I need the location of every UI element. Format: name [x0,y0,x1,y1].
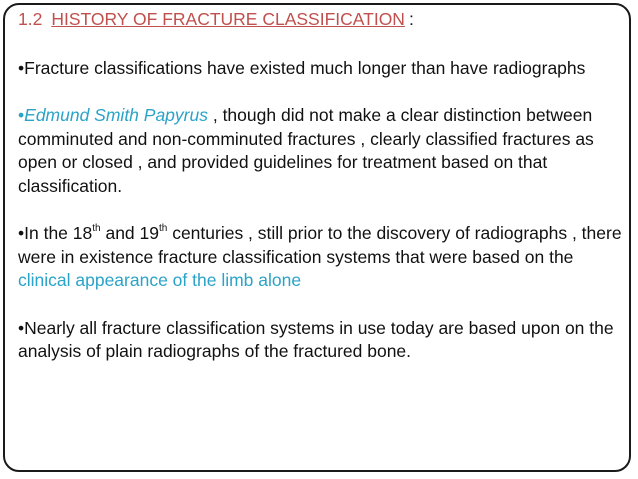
section-heading [18,8,624,32]
paragraph-2-bullet: • [18,105,25,125]
paragraph-1 [18,57,624,81]
paragraph-2 [18,104,624,198]
paragraph-4-text: •Nearly all fracture classification systems in use today are based upon on the analysis of plain radiographs of the fractured bone. [18,317,614,361]
superscript-th-2: th [158,223,168,234]
section-title: HISTORY OF FRACTURE CLASSIFICATION [51,9,405,29]
paragraph-3-part2: and 19 [100,223,159,243]
paragraph-1-text: •Fracture classifications have existed much longer than have radiographs [18,57,586,78]
heading-colon: : [408,9,414,29]
superscript-th-1: th [92,223,101,234]
section-number: 1.2 [18,9,43,29]
slide-content [18,8,624,364]
paragraph-3 [18,222,624,293]
paragraph-3-part1: •In the 18 [18,223,93,243]
paragraph-2-text: , though did not make a clear distinction between comminuted and non-comminuted fractures , clearly classified fractures as open or closed , and provided guidelines for treatment based on that classification. [18,105,594,196]
clinical-appearance-highlight: clinical appearance of the limb alone [18,270,302,290]
papyrus-highlight: Edmund Smith Papyrus [24,105,208,125]
paragraph-3-part3: centuries , still prior to the discovery of radiographs , there were in existence fracture classification systems that were based on the [18,223,622,267]
paragraph-4 [18,317,624,364]
